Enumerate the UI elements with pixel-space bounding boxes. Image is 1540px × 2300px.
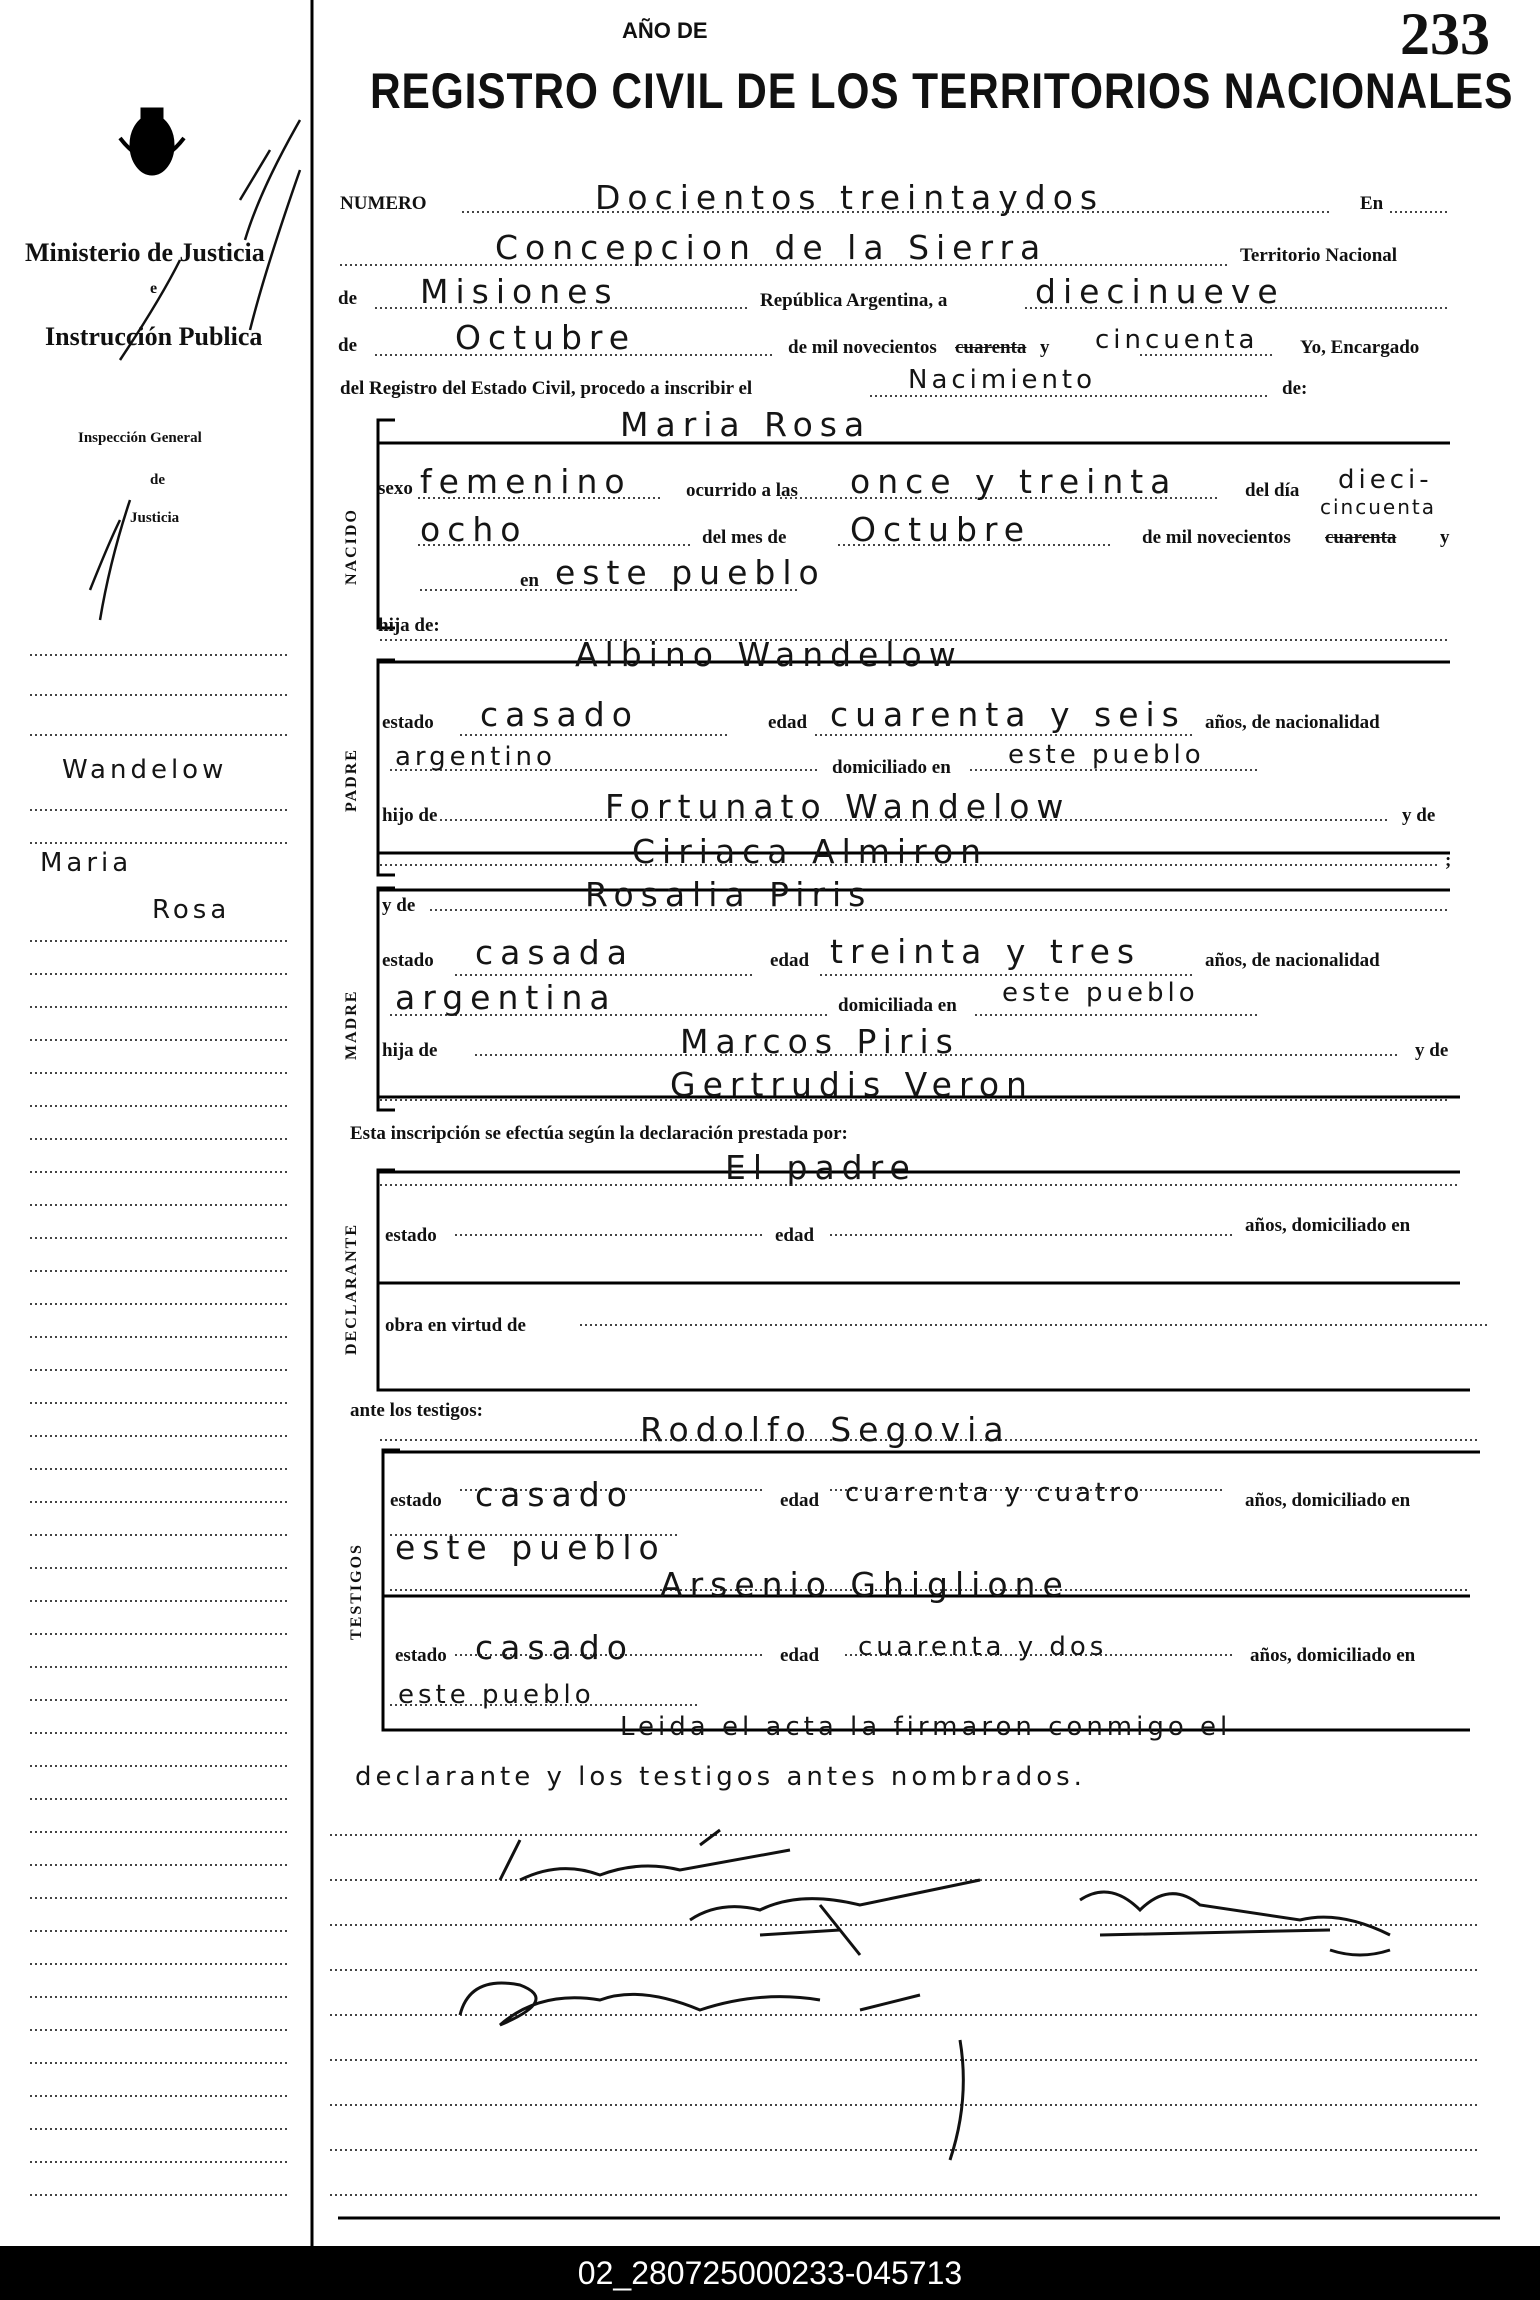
- value-declarante: El padre: [725, 1148, 917, 1187]
- value-testigo2-estado: casado: [475, 1628, 634, 1667]
- value-madre-padre: Marcos Piris: [680, 1022, 960, 1061]
- document-title: REGISTRO CIVIL DE LOS TERRITORIOS NACIONALES: [370, 63, 1514, 119]
- label-sexo: sexo: [378, 478, 413, 499]
- label-madre-vertical: MADRE: [343, 989, 360, 1060]
- ministry-line2: e: [150, 280, 158, 297]
- label-domiciliada-madre: domiciliada en: [838, 995, 957, 1016]
- label-inscripcion: Esta inscripción se efectúa según la declaración prestada por:: [350, 1123, 848, 1144]
- label-de-mil: de mil novecientos: [788, 337, 937, 358]
- page-number: 233: [1400, 1, 1490, 67]
- label-registro: del Registro del Estado Civil, procedo a inscribir el: [340, 378, 753, 399]
- label-estado-testigo2: estado: [395, 1645, 447, 1666]
- value-madre-nombre: Rosalia Piris: [585, 875, 873, 914]
- value-padre-edad: cuarenta y seis: [830, 695, 1186, 734]
- label-y-2: y: [1440, 527, 1450, 548]
- value-padre-madre: Ciriaca Almiron: [632, 832, 989, 871]
- label-testigos: ante los testigos:: [350, 1400, 483, 1421]
- label-de-1: de: [338, 288, 357, 309]
- value-numero: Docientos treintaydos: [595, 178, 1105, 217]
- label-del-dia: del día: [1245, 480, 1300, 501]
- label-edad-madre: edad: [770, 950, 810, 971]
- label-yo: Yo, Encargado: [1300, 337, 1420, 358]
- value-lugar-nac: este pueblo: [555, 553, 826, 592]
- label-semicolon: ;: [1445, 850, 1452, 871]
- ministry-line1: Ministerio de Justicia: [25, 238, 265, 267]
- closing-line2: declarante y los testigos antes nombrados.: [355, 1762, 1086, 1792]
- label-edad-testigo2: edad: [780, 1645, 820, 1666]
- value-dia: diecinueve: [1035, 272, 1285, 311]
- label-y-de-madre: y de: [382, 895, 416, 916]
- label-en: En: [1360, 193, 1384, 214]
- value-mes-nac: Octubre: [850, 510, 1032, 549]
- value-testigo2: Arsenio Ghiglione: [660, 1565, 1070, 1604]
- value-testigo1-estado: casado: [475, 1475, 634, 1514]
- value-lugar: Concepcion de la Sierra: [495, 228, 1048, 267]
- label-territorio: Territorio Nacional: [1240, 245, 1398, 266]
- value-anio: cincuenta: [1095, 325, 1259, 355]
- label-domiciliado-padre: domiciliado en: [832, 757, 951, 778]
- footer-id: 02_280725000233-045713: [0, 2246, 1540, 2300]
- value-mes: Octubre: [455, 318, 637, 357]
- label-de-2: de: [338, 335, 357, 356]
- value-nombre: Maria Rosa: [620, 405, 872, 444]
- value-sexo: femenino: [420, 462, 632, 501]
- label-hijo-de: hijo de: [382, 805, 438, 826]
- label-estado-padre: estado: [382, 712, 434, 733]
- label-y-de-madre-2: y de: [1415, 1040, 1449, 1061]
- value-anio-nac: cincuenta: [1320, 495, 1436, 519]
- value-padre-nac: argentino: [395, 742, 556, 772]
- value-padre-dom: este pueblo: [1008, 740, 1205, 770]
- label-declarante-vertical: DECLARANTE: [343, 1222, 360, 1355]
- value-testigo2-dom: este pueblo: [398, 1680, 595, 1710]
- value-territorio: Misiones: [420, 272, 619, 311]
- margin-name1: Maria: [40, 848, 133, 878]
- label-y: y: [1040, 337, 1050, 358]
- label-de-mil-2: de mil novecientos: [1142, 527, 1291, 548]
- value-madre-madre: Gertrudis Veron: [670, 1065, 1034, 1104]
- value-madre-estado: casada: [475, 933, 634, 972]
- value-acto: Nacimiento: [908, 365, 1097, 395]
- label-y-de-padre: y de: [1402, 805, 1436, 826]
- label-estado-testigo1: estado: [390, 1490, 442, 1511]
- label-en-2: en: [520, 570, 539, 591]
- label-hija-de-madre: hija de: [382, 1040, 438, 1061]
- label-anos-nac-padre: años, de nacionalidad: [1205, 712, 1380, 733]
- label-estado-declarante: estado: [385, 1225, 437, 1246]
- ministry-line5: de: [150, 472, 165, 488]
- label-hija-de: hija de:: [378, 615, 440, 636]
- label-cuarenta-struck-2: cuarenta: [1325, 527, 1397, 548]
- label-republica: República Argentina, a: [760, 290, 948, 311]
- label-estado-madre: estado: [382, 950, 434, 971]
- label-del-mes: del mes de: [702, 527, 787, 548]
- label-edad-declarante: edad: [775, 1225, 815, 1246]
- label-anos-nac-madre: años, de nacionalidad: [1205, 950, 1380, 971]
- value-padre-estado: casado: [480, 695, 639, 734]
- label-anos-dom-testigo1: años, domiciliado en: [1245, 1490, 1411, 1511]
- value-madre-dom: este pueblo: [1002, 978, 1199, 1008]
- label-anos-dom-declarante: años, domiciliado en: [1245, 1215, 1411, 1236]
- value-testigo1: Rodolfo Segovia: [640, 1410, 1011, 1449]
- ministry-line4: Inspección General: [78, 430, 202, 446]
- value-dia-nac-a: dieci-: [1338, 465, 1433, 495]
- value-padre-nombre: Albino Wandelow: [575, 635, 963, 674]
- label-de-colon: de:: [1282, 378, 1308, 399]
- label-anos-dom-testigo2: años, domiciliado en: [1250, 1645, 1416, 1666]
- value-madre-nac: argentina: [395, 978, 617, 1017]
- label-nacido-vertical: NACIDO: [343, 508, 360, 585]
- closing-line1: Leida el acta la firmaron conmigo el: [620, 1712, 1232, 1742]
- value-testigo1-dom: este pueblo: [395, 1528, 666, 1567]
- margin-name2: Rosa: [152, 895, 231, 925]
- value-dia-nac-b: ocho: [420, 510, 528, 549]
- ministry-line3: Instrucción Publica: [45, 322, 263, 351]
- ministry-line6: Justicia: [130, 510, 180, 526]
- year-stamp: AÑO DE: [622, 18, 708, 43]
- label-edad-padre: edad: [768, 712, 808, 733]
- value-hora: once y treinta: [850, 462, 1178, 501]
- margin-surname: Wandelow: [62, 755, 228, 785]
- value-testigo1-edad: cuarenta y cuatro: [845, 1478, 1144, 1508]
- label-padre-vertical: PADRE: [343, 748, 360, 812]
- label-numero: NUMERO: [340, 193, 427, 214]
- coat-of-arms-icon: [120, 108, 184, 175]
- label-edad-testigo1: edad: [780, 1490, 820, 1511]
- value-padre-padre: Fortunato Wandelow: [605, 787, 1071, 826]
- label-obra: obra en virtud de: [385, 1315, 526, 1336]
- value-madre-edad: treinta y tres: [830, 932, 1142, 971]
- label-cuarenta-struck: cuarenta: [955, 337, 1027, 358]
- label-ocurrido: ocurrido a las: [686, 480, 798, 501]
- value-testigo2-edad: cuarenta y dos: [858, 1632, 1108, 1662]
- label-testigos-vertical: TESTIGOS: [348, 1543, 365, 1640]
